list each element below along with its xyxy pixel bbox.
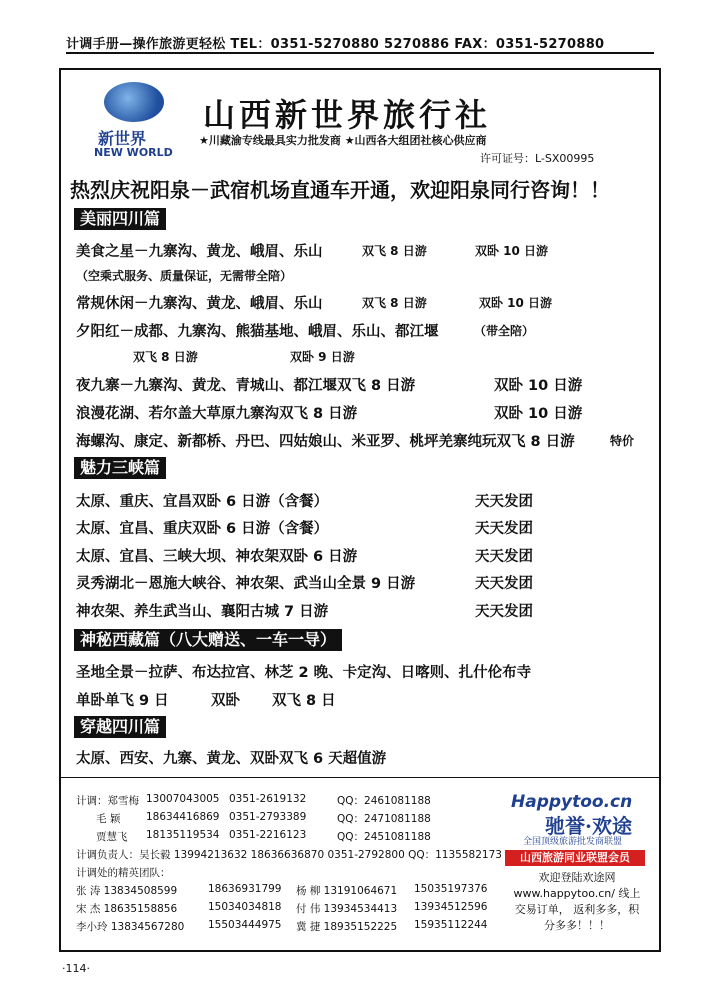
promo-member-bar: 山西旅游同业联盟会员 <box>505 850 645 866</box>
route-option: 天天发团 <box>475 494 533 510</box>
route-line: 浪漫花湖、若尔盖大草原九寨沟双飞 8 日游 <box>76 406 358 422</box>
promo-text: 欢迎登陆欢途网 www.happytoo.cn/ 线上交易订单， 返利多多，积分多多！！！ <box>513 871 641 932</box>
section-cross-sichuan: 穿越四川篇 <box>74 716 166 738</box>
route-option: 双卧 10 日游 <box>494 406 583 422</box>
contact-qq: QQ：2471081188 <box>337 813 431 825</box>
contact-tel: 0351-2619132 <box>229 793 307 805</box>
section-sichuan: 美丽四川篇 <box>74 208 166 230</box>
contact-divider <box>59 777 659 778</box>
team-member: 付 伟 13934534413 <box>296 903 398 915</box>
header-rule <box>66 52 654 54</box>
page-number: ·114· <box>62 962 90 975</box>
contact-name: 贾慧飞 <box>96 831 128 843</box>
route-option: 双卧 <box>211 693 240 709</box>
route-line: 圣地全景－拉萨、布达拉宫、林芝 2 晚、卡定沟、日喀则、扎什伦布寺 <box>76 665 532 681</box>
agency-name: 山西新世界旅行社 <box>203 96 492 134</box>
route-option: 双飞 8 日 <box>272 693 336 709</box>
route-line: 太原、宜昌、三峡大坝、神农架双卧 6 日游 <box>76 549 358 565</box>
route-option: 双飞 8 日游 <box>362 296 427 310</box>
route-line: 美食之星－九寨沟、黄龙、峨眉、乐山 <box>76 244 323 260</box>
team-member: 15034034818 <box>208 901 282 913</box>
route-option: 双卧 10 日游 <box>475 244 549 258</box>
contact-name: 毛 颖 <box>96 813 121 825</box>
section-tibet: 神秘西藏篇（八大赠送、一车一导） <box>74 629 342 651</box>
route-option: 双卧 10 日游 <box>494 378 583 394</box>
route-option: 双飞 8 日游 <box>362 244 427 258</box>
route-option: 双飞 8 日游 <box>133 350 198 364</box>
route-option: 天天发团 <box>475 604 533 620</box>
agency-tagline: ★川藏渝专线最具实力批发商 ★山西各大组团社核心供应商 <box>199 134 487 147</box>
contact-manager: 计调负责人：吴长毅 13994213632 18636636870 0351-2792800 QQ：1135582173 <box>76 849 502 861</box>
route-option: 天天发团 <box>475 549 533 565</box>
team-member: 15035197376 <box>414 883 488 895</box>
logo-cn-text: 新世界 <box>98 129 147 148</box>
team-member: 杨 柳 13191064671 <box>296 885 398 897</box>
route-line: 夜九寨－九寨沟、黄龙、青城山、都江堰双飞 8 日游 <box>76 378 416 394</box>
logo-en-text: NEW WORLD <box>94 146 173 159</box>
route-note: （空乘式服务、质量保证，无需带全陪） <box>76 269 293 283</box>
team-member: 李小玲 13834567280 <box>76 921 185 933</box>
promo-site-logo: Happytoo.cn <box>511 792 633 812</box>
contact-tel: 0351-2216123 <box>229 829 307 841</box>
team-member: 15935112244 <box>414 919 488 931</box>
team-member: 冀 捷 18935152225 <box>296 921 398 933</box>
contact-qq: QQ：2461081188 <box>337 795 431 807</box>
contact-mobile: 18634416869 <box>146 811 220 823</box>
route-option: 双卧 10 日游 <box>479 296 553 310</box>
contact-mobile: 13007043005 <box>146 793 220 805</box>
route-line: 海螺沟、康定、新都桥、丹巴、四姑娘山、米亚罗、桃坪羌寨纯玩双飞 8 日游 <box>76 434 575 450</box>
team-member: 宋 杰 18635158856 <box>76 903 178 915</box>
globe-icon <box>104 82 164 122</box>
route-line: 常规休闲－九寨沟、黄龙、峨眉、乐山 <box>76 296 323 312</box>
route-line: 太原、宜昌、重庆双卧 6 日游（含餐） <box>76 521 329 537</box>
route-option: 双卧 9 日游 <box>290 350 355 364</box>
route-line: 太原、重庆、宜昌双卧 6 日游（含餐） <box>76 494 329 510</box>
contact-qq: QQ：2451081188 <box>337 831 431 843</box>
promo-title: 驰誉·欢途 <box>545 814 632 838</box>
contact-name: 计调：郑雪梅 <box>76 795 139 807</box>
headline: 热烈庆祝阳泉－武宿机场直通车开通，欢迎阳泉同行咨询！！ <box>70 178 610 202</box>
team-member: 13934512596 <box>414 901 488 913</box>
route-option: 天天发团 <box>475 521 533 537</box>
team-member: 张 涛 13834508599 <box>76 885 178 897</box>
route-line: 单卧单飞 9 日 <box>76 693 169 709</box>
team-member: 18636931799 <box>208 883 282 895</box>
route-option: 特价 <box>610 434 635 448</box>
section-three-gorges: 魅力三峡篇 <box>74 457 166 479</box>
route-option: （带全陪） <box>474 324 535 338</box>
contact-tel: 0351-2793389 <box>229 811 307 823</box>
license-number: 许可证号：L-SX00995 <box>480 152 595 165</box>
route-line: 灵秀湖北－恩施大峡谷、神农架、武当山全景 9 日游 <box>76 576 416 592</box>
promo-subtitle: 全国顶级旅游批发商联盟 <box>523 837 623 847</box>
route-line: 太原、西安、九寨、黄龙、双卧双飞 6 天超值游 <box>76 751 387 767</box>
route-line: 夕阳红－成都、九寨沟、熊猫基地、峨眉、乐山、都江堰 <box>76 324 439 340</box>
page-header: 计调手册—操作旅游更轻松 TEL：0351-5270880 5270886 FAX：0351-5270880 <box>66 37 605 52</box>
agency-logo <box>90 78 186 159</box>
contact-mobile: 18135119534 <box>146 829 220 841</box>
team-title: 计调处的精英团队： <box>76 867 171 879</box>
route-option: 天天发团 <box>475 576 533 592</box>
route-line: 神农架、养生武当山、襄阳古城 7 日游 <box>76 604 329 620</box>
happytoo-promo <box>505 792 645 872</box>
team-member: 15503444975 <box>208 919 282 931</box>
